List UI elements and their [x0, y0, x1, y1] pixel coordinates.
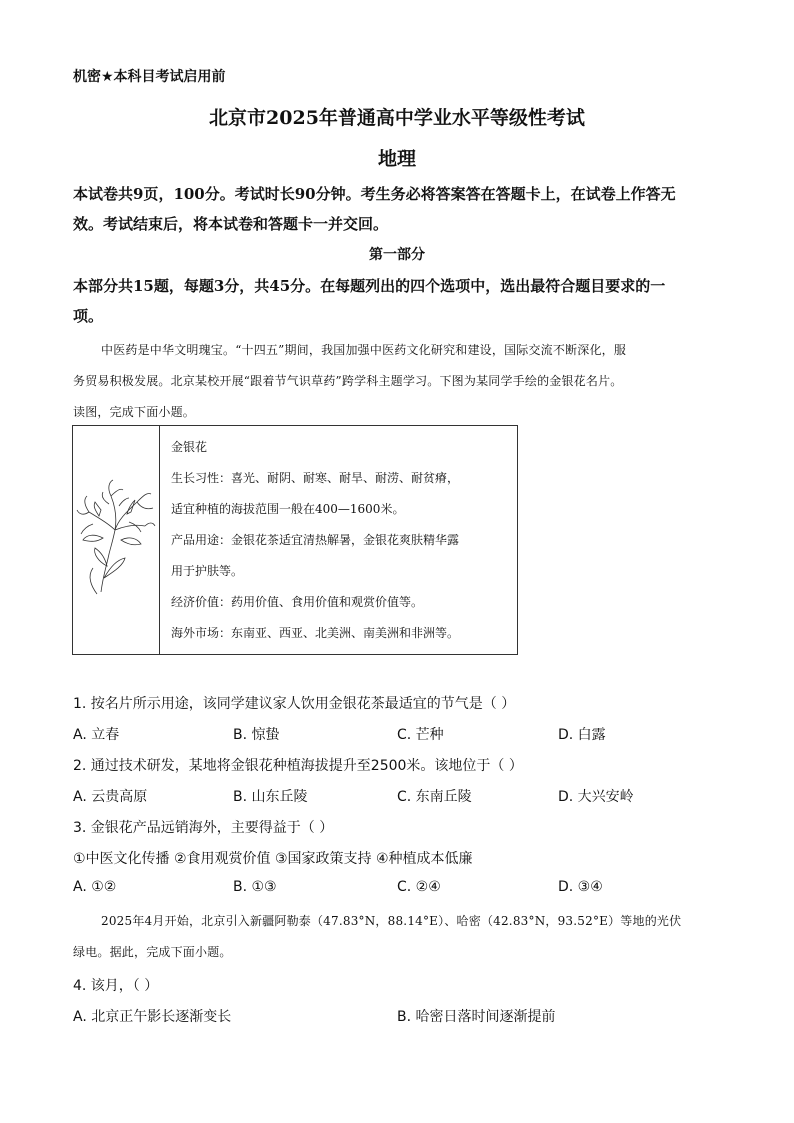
exam-title: 北京市2025年普通高中学业水平等级性考试: [209, 107, 585, 129]
question-1-option-a: A. 立春: [73, 727, 120, 743]
question-3-stem: 3. 金银花产品远销海外，主要得益于（ ）: [73, 820, 334, 836]
question-3-option-a: A. ①②: [73, 879, 117, 895]
confidential-mark: 机密★本科目考试启用前: [73, 69, 226, 85]
honeysuckle-card: [72, 425, 518, 655]
question-1-option-d: D. 白露: [558, 727, 606, 743]
material-1-line-2: 务贸易积极发展。北京某校开展“跟着节气识草药”跨学科主题学习。下图为某同学手绘的金银花名片。: [73, 374, 623, 388]
question-2-option-b: B. 山东丘陵: [233, 789, 308, 805]
material-2-line-1: 2025年4月开始，北京引入新疆阿勒泰（47.83°N，88.14°E）、哈密（42.83°N，93.52°E）等地的光伏: [101, 914, 682, 928]
card-line-market: 海外市场：东南亚、西亚、北美洲、南美洲和非洲等。: [171, 626, 460, 640]
question-3-option-d: D. ③④: [558, 879, 603, 895]
question-2-stem: 2. 通过技术研发，某地将金银花种植海拔提升至2500米。该地位于（ ）: [73, 758, 523, 774]
material-1-line-3: 读图，完成下面小题。: [73, 405, 196, 419]
card-line-value: 经济价值：药用价值、食用价值和观赏价值等。: [171, 595, 424, 609]
part-description-line-2: 项。: [73, 307, 104, 325]
card-line-uses: 产品用途：金银花茶适宜清热解暑，金银花爽肤精华露: [171, 533, 460, 547]
question-2-option-a: A. 云贵高原: [73, 789, 148, 805]
question-2-option-d: D. 大兴安岭: [558, 789, 634, 805]
question-2-option-c: C. 东南丘陵: [397, 789, 472, 805]
question-1-option-c: C. 芒种: [397, 727, 444, 743]
card-line-altitude: 适宜种植的海拔范围一般在400—1600米。: [171, 502, 405, 516]
material-1-line-1: 中医药是中华文明瑰宝。“十四五”期间，我国加强中医药文化研究和建设，国际交流不断深化，服: [101, 343, 627, 357]
part-description-line-1: 本部分共15题，每题3分，共45分。在每题列出的四个选项中，选出最符合题目要求的一: [73, 277, 666, 295]
card-line-uses-cont: 用于护肤等。: [171, 564, 244, 578]
honeysuckle-illustration: [73, 426, 160, 654]
question-4-option-a: A. 北京正午影长逐渐变长: [73, 1009, 232, 1025]
instructions-line-1: 本试卷共9页，100分。考试时长90分钟。考生务必将答案答在答题卡上，在试卷上作答无: [73, 185, 676, 203]
material-2-line-2: 绿电。据此，完成下面小题。: [73, 945, 232, 959]
question-3-option-b: B. ①③: [233, 879, 277, 895]
question-1-stem: 1. 按名片所示用途，该同学建议家人饮用金银花茶最适宜的节气是（ ）: [73, 696, 516, 712]
card-line-name: 金银花: [171, 440, 208, 454]
subject-title: 地理: [377, 148, 416, 170]
honeysuckle-flower-icon: [73, 426, 159, 654]
question-4-option-b: B. 哈密日落时间逐渐提前: [397, 1009, 556, 1025]
part-title: 第一部分: [369, 247, 425, 263]
question-1-option-b: B. 惊蛰: [233, 727, 280, 743]
question-4-stem: 4. 该月，（ ）: [73, 978, 159, 994]
question-3-items: ①中医文化传播 ②食用观赏价值 ③国家政策支持 ④种植成本低廉: [73, 851, 473, 867]
instructions-line-2: 效。考试结束后，将本试卷和答题卡一并交回。: [73, 215, 389, 233]
question-3-option-c: C. ②④: [397, 879, 441, 895]
card-line-habit: 生长习性：喜光、耐阴、耐寒、耐旱、耐涝、耐贫瘠，: [171, 471, 460, 485]
